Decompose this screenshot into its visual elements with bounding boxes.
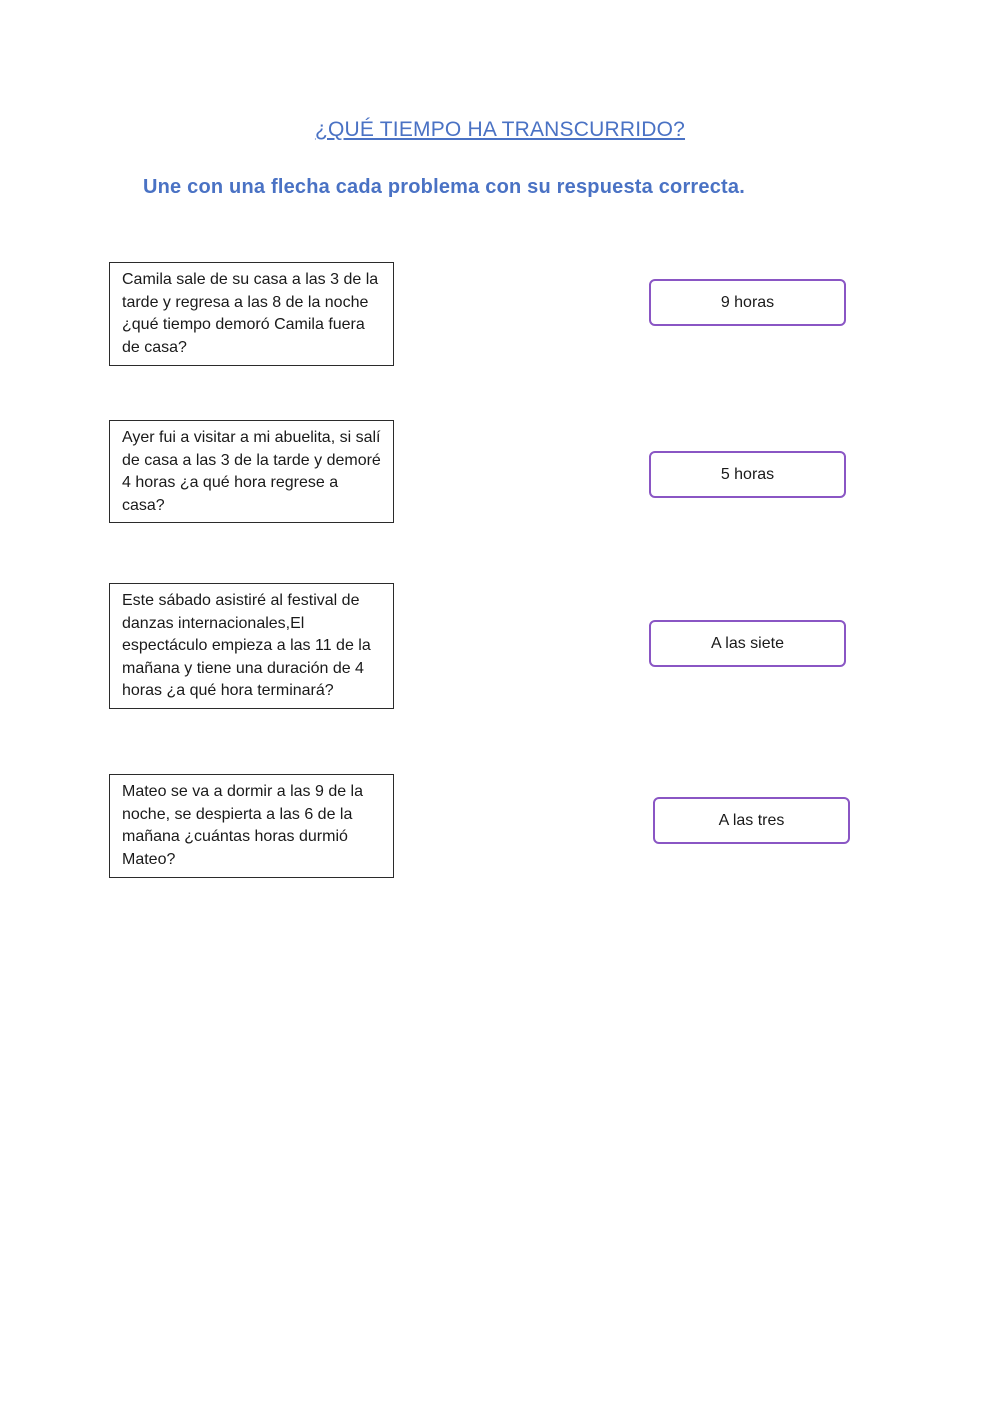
answer-card-3[interactable]: A las siete — [649, 620, 846, 667]
answer-card-2[interactable]: 5 horas — [649, 451, 846, 498]
problem-card-1[interactable]: Camila sale de su casa a las 3 de la tarde y regresa a las 8 de la noche ¿qué tiempo demoró Camila fuera de casa? — [109, 262, 394, 366]
problem-card-2[interactable]: Ayer fui a visitar a mi abuelita, si salí de casa a las 3 de la tarde y demoré 4 horas ¿a qué hora regrese a casa? — [109, 420, 394, 523]
problem-card-4[interactable]: Mateo se va a dormir a las 9 de la noche, se despierta a las 6 de la mañana ¿cuántas horas durmió Mateo? — [109, 774, 394, 878]
instruction-text: Une con una flecha cada problema con su respuesta correcta. — [143, 176, 745, 198]
page-title: ¿QUÉ TIEMPO HA TRANSCURRIDO? — [314, 118, 686, 141]
problem-card-3[interactable]: Este sábado asistiré al festival de danzas internacionales,El espectáculo empieza a las 11 de la mañana y tiene una duración de 4 horas ¿a qué hora terminará? — [109, 583, 394, 709]
answer-card-1[interactable]: 9 horas — [649, 279, 846, 326]
answer-card-4[interactable]: A las tres — [653, 797, 850, 844]
